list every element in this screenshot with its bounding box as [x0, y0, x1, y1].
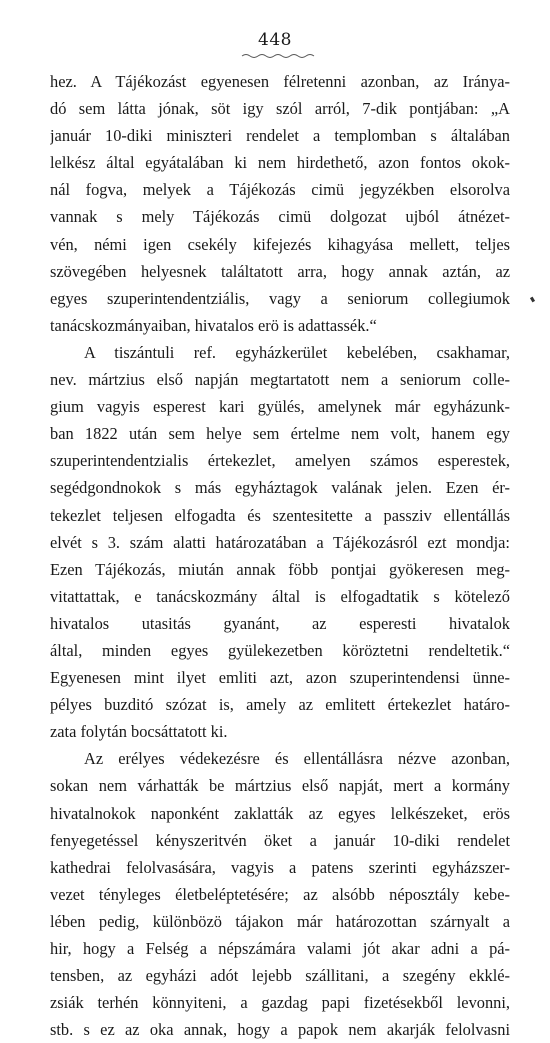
text-line: szuperintendentzialis értekezlet, amelyen számos esperestek, — [50, 451, 510, 471]
text-line: vezet tényleges életbeléptetésére; az alsóbb néposztály kebe- — [50, 884, 510, 904]
text-line: A tiszántuli ref. egyházkerület kebelében, csakhamar, — [84, 342, 510, 362]
text-line: január 10-diki miniszteri rendelet a templomban s általában — [50, 126, 510, 146]
text-line: hez. A Tájékozást egyenesen félretenni azonban, az Iránya- — [50, 72, 510, 91]
text-line: vitattattak, e tanácskozmány által is elfogadtatik s kötelező — [50, 586, 510, 606]
text-line: stb. s ez az oka annak, hogy a papok nem akarják felolvasni — [50, 1020, 510, 1040]
text-line: Egyenesen mint ilyet emliti azt, azon szuperintendensi ünne- — [50, 668, 510, 688]
text-line: pélyes buzditó szózat is, amely az emlitett értekezlet határo- — [50, 695, 510, 715]
text-line: zsiák terhén könnyiteni, a gazdag papi fizetésekből levonni, — [50, 993, 510, 1013]
text-line: nál fogva, melyek a Tájékozás cimü jegyzékben elsorolva — [50, 180, 510, 200]
text-line: Az erélyes védekezésre és ellentállásra nézve azonban, — [84, 749, 510, 769]
text-line: ban 1822 után sem helye sem értelme nem volt, hanem egy — [50, 424, 510, 444]
text-line: zata folytán bocsáttatott ki. — [50, 722, 228, 742]
header-ornament — [240, 52, 318, 60]
text-line: hivatalos utasitás gyanánt, az esperesti hivatalok — [50, 613, 510, 633]
text-line: fenyegetéssel kényszeritvén öket a január 10-diki rendelet — [50, 830, 510, 850]
text-line: hir, hogy a Felség a népszámára valami jót akar adni a pá- — [50, 939, 510, 958]
text-line: tensben, az egyházi adót lejebb szállitani, a szegény ekklé- — [50, 966, 510, 986]
text-line: kathedrai felolvasására, vagyis a patens szerinti egyházszer- — [50, 857, 510, 877]
text-line: segédgondnokok s más egyháztagok valának jelen. Ezen ér- — [50, 478, 510, 498]
text-line: Ezen Tájékozás, miután annak föbb pontjai gyökeresen meg- — [50, 559, 510, 579]
text-line: vannak s mely Tájékozás cimü dolgozat ujból átnézet- — [50, 207, 510, 227]
page-number: 448 — [258, 30, 292, 50]
text-line: egyes szuperintendentziális, vagy a seniorum collegiumok — [50, 288, 510, 308]
text-line: gium vagyis esperest kari gyülés, amelynek már egyházunk- — [50, 397, 510, 417]
text-line: tekezlet teljesen elfogadta és szentesitette a passziv ellentállás — [50, 505, 510, 525]
text-line: hivatalnokok naponként zaklatták az egyes lelkészeket, erös — [50, 803, 510, 823]
text-line: lében pedig, különbözö tájakon már határozottan szárnyalt a — [50, 911, 510, 931]
text-line: által, minden egyes gyülekezetben köröztetni rendeltetik.“ — [50, 640, 510, 660]
margin-mark — [530, 297, 535, 303]
text-line: vén, némi igen csekély kifejezés kihagyása mellett, teljes — [50, 234, 510, 254]
body-text — [50, 68, 510, 1043]
text-line: nev. mártzius első napján megtartatott nem a seniorum colle- — [50, 370, 510, 390]
text-line: dó sem látta jónak, söt igy szól arról, 7-dik pontjában: „A — [50, 99, 510, 119]
text-line: tanácskozmányaiban, hivatalos erö is adattassék.“ — [50, 315, 377, 335]
text-line: elvét s 3. szám alatti határozatában a Tájékozásról ezt mondja: — [50, 532, 510, 552]
text-line: szövegében helyesnek találtatott arra, hogy annak aztán, az — [50, 261, 510, 281]
text-line: lelkész által egyátalában ki nem hirdethető, azon fontos okok- — [50, 153, 510, 173]
text-line: sokan nem várhatták be mártzius első napját, mert a kormány — [50, 776, 510, 796]
